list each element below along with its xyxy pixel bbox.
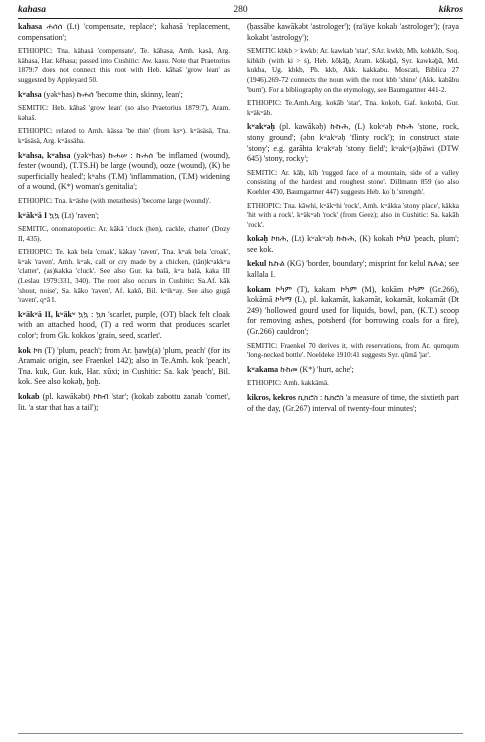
etymology-note	[247, 379, 459, 389]
entry-headword: kʷākʷā II, kʷākʷ	[18, 309, 76, 319]
entry-text: (yəkʷhas) ኩሐሠ : ኩሐሰ 'be inflamed (wound), fester (wound), (T.TS.H) be large (wound), ooze (wound), (K) be superficially healed'; kʷahs (T.M) 'inflammation, (T.M) widening of a wound, (K*) woman's genitalia';	[18, 150, 230, 192]
entry-headword: kikros, kekros	[247, 393, 296, 402]
etymology-note	[18, 127, 230, 146]
entry-text: (pl. kawākəbt) ኮከብ 'star'; (kokab zabottu zanab 'comet', lit. 'a star that has a tail');	[18, 392, 230, 412]
entry-text: ETHIOPIC: Tna. kähasä 'compensate', Te. kähasa, Amh. kasä, Arg. kähasa, Har. kēhasa; passed into Cushitic: Aw. kasu. Note that Praetorius 1879:7 does not connect this root with Heb. kāhaš 'grow lean' as suggested by Appleyard 50.	[18, 47, 230, 84]
dictionary-entry	[18, 151, 230, 193]
dictionary-entry	[247, 122, 459, 164]
entry-text: ኳኳ : ኳክ 'scarlet, purple, (OT) black felt cloak with an attached hood, (T) a red worm that produces scarlet color'; from Gk. kokkos 'grain, seed, scarlet'.	[18, 309, 230, 341]
entry-headword: kok	[18, 345, 31, 355]
entry-headword: kokəḥ	[247, 234, 269, 244]
entry-text: ኩከመ (K*) 'hurt, ache';	[278, 364, 354, 374]
entry-text: ETHIOPIC: Te.Amh.Arg. kokāb 'star', Tna. koḳob, Gaf. kokobä, Gur. kʷäkʷäb.	[247, 99, 459, 117]
dictionary-entry	[18, 310, 230, 342]
etymology-note	[18, 248, 230, 306]
entry-text: ETHIOPIC: Tna. kāwhi, kʷäkʷhi 'rock', Amh. kʷäkka 'stony place', käkka 'hit with a rock', kʷäkʷəh 'rock' (from Geez); also in Cushitic: Sa. kakāh 'rock'.	[247, 201, 459, 229]
entry-text: SEMITIC kbkb > kwkb: Ar. kawkab 'star', SAr. kwkb, Mh. kobkōb, Soq. kibkib (with ki > ṡ), Heb. kōḳāḇ, Aram. kōkəḇā, Syr. kawkəḇā, Md. kukba, Ug. kbkb, Ph. kkb, Akk. kakkabu. Moscati, Biblica 27 (1946).269-72 connects the noun with the root kbb 'shine' (Akk. kabābu 'burn'). For a bibliography on the etymology, see Baumgartner 441-2.	[247, 47, 459, 94]
dictionary-entry	[247, 393, 459, 414]
entry-text: ETHIOPIC: related to Amh. kässa 'be thin' (from ksʷ). kʷäsäsä, Tna. kʷäsäsä, Arg. kʷässäha.	[18, 127, 230, 145]
entry-text: ሐሰሰ (Lt) 'compensate, replace'; kahasā 'replacement, compensation';	[18, 22, 230, 42]
entry-text: ETHIOPIC: Amh. kakkämä.	[247, 379, 329, 388]
etymology-note	[18, 197, 230, 207]
entry-text: SEMITIC: Heb. kāhaš 'grow lean' (so also Praetorius 1879:7), Aram. kəhaš.	[18, 104, 230, 122]
entry-text: ETHIOPIC: Te. kak bela 'croak', käkay 'raven', Tna. kʷak bela 'croak', kʷak 'raven', Amh. kʷak, call or cry made by a chicken, (tän)kʷakkʷa 'clatter', (as)kakka 'cluck'. See also Gur. ka balä, kʷa balä, kaka III (Leslau 1979:331, 340). The root also occurs in Cushitic: Sa.Af. kāk 'shout, noise', Sa. kāko 'raven', Af. kakō, Bil. kʷikʷay. See also gugā 'raven', qʷā I.	[18, 248, 230, 305]
entry-headword: kokam	[247, 284, 271, 294]
entry-text: ኬኩል (KG) 'border, boundary'; misprint for kelul ኬሉል; see kallala I.	[247, 259, 459, 280]
entry-text: (yəkʷhas) ኩሐሰ 'become thin, skinny, lean';	[41, 89, 183, 99]
left-column	[18, 22, 230, 417]
dictionary-entry	[18, 346, 230, 388]
entry-headword: kʷahsa	[18, 89, 42, 99]
entry-text: ኮክሕ, (Lt) kʷakʷəḥ ኩኩሕ, (K) kokah ኮካህ 'peach, plum'; see kok.	[247, 234, 459, 254]
entry-text: ETHIOPIC: Tna. kʷäshe (with metathesis) 'become large (wound)'.	[18, 196, 211, 205]
dictionary-entry	[247, 285, 459, 338]
entry-headword: kʷākʷā I	[18, 210, 48, 220]
etymology-note	[247, 202, 459, 231]
header-right-guide-word: kikros	[438, 5, 463, 15]
etymology-note	[18, 47, 230, 85]
dictionary-entry	[18, 392, 230, 413]
dictionary-entry	[247, 365, 459, 376]
entry-headword: kʷahsa, kʷahsa	[18, 150, 71, 160]
etymology-note	[18, 225, 230, 244]
etymology-note	[247, 47, 459, 95]
entry-headword: kahasa	[18, 22, 43, 31]
dictionary-entry	[247, 259, 459, 280]
entry-text: ኪክሮስ : ኬክሮስ 'a measure of time, the sixtieth part of the day, (Gr.267) interval of twenty-four minutes';	[247, 393, 459, 413]
dictionary-entry	[247, 234, 459, 255]
entry-text: SEMITIC: Ar. kāḥ, kīḥ 'rugged face of a mountain, side of a valley consisting of the hardest and roughest stone'. Dillmann 859 (so also Koehler 430, Baumgartner 447) suggests Heb. koʿḥ 'strength'.	[247, 168, 459, 196]
dictionary-entry	[18, 90, 230, 101]
entry-text: ኳኳ (Lt) 'raven';	[47, 210, 100, 220]
entry-headword: kʷakʷəḥ	[247, 122, 275, 132]
entry-text: ኮካም (T), kakam ኮካም (M), kokām ኮካም (Gr.266), kokāmā ኮካማ (L), pl. kakamāt, kakəmāt, kokamāt, kokamāt (Dt 249) 'hollowed gourd used for liquids, bowl, pan, (K.T.) scoop for removing ashes, potsherd (for borrowing coals for a fire), (Gr.266) cauldron';	[247, 284, 459, 337]
entry-text: SEMITIC, onomatopoetic: Ar. kākā 'cluck (hen), cackle, chatter' (Dozy II, 435).	[18, 225, 230, 243]
etymology-note	[18, 104, 230, 123]
dictionary-entry	[18, 22, 230, 43]
dictionary-entry	[247, 22, 459, 43]
running-header	[18, 5, 463, 19]
entry-headword: kokab	[18, 392, 40, 401]
etymology-note	[247, 342, 459, 361]
etymology-note	[247, 99, 459, 118]
entry-text: ኮክ (T) 'plum, peach'; from Ar. ḫawḫ(a) 'plum, peach' (for its Aramaic origin, see Fraenkel 142); also in Te.Amh. kok 'peach', Tna. kuk, Gur. kuk, Har. xūxi; in Cushitic: Sa. kak 'peach', Bil. kok. See also kokəḥ, ḫoḫ.	[18, 345, 230, 387]
entry-headword: kekul	[247, 259, 267, 269]
footer-rule	[18, 733, 463, 734]
etymology-note	[247, 169, 459, 198]
entry-text: (pl. kawākəḥ) ኩኩሕ, (L) kokʷəḥ ኮኩሕ 'stone, rock, stony ground'; (əbn kʷakʷəḥ 'flinty rock'); in construct state 'stony'; e.g. garāhta kʷakʷəḥ 'stony field'; kʷakʷ(ə)ḥāwi (DTW 645) 'stony, rocky';	[247, 122, 459, 164]
right-column	[247, 22, 459, 418]
dictionary-entry	[18, 211, 230, 222]
header-rule	[18, 18, 463, 19]
page-number: 280	[233, 5, 248, 15]
entry-headword: kʷakama	[247, 364, 279, 374]
entry-text: SEMITIC: Fraenkel 70 derives it, with reservations, from Ar. qumqum 'long-necked bottle'. Noeldeke 1910:41 suggests Syr. qūmā 'jar'.	[247, 341, 459, 360]
entry-text: (ḥassābe kawākəbt 'astrologer'); (ra'äye kokab 'astrologer'); (rəya kokabt 'astrology');	[247, 22, 459, 42]
header-left-guide-word: kahasa	[18, 5, 46, 15]
